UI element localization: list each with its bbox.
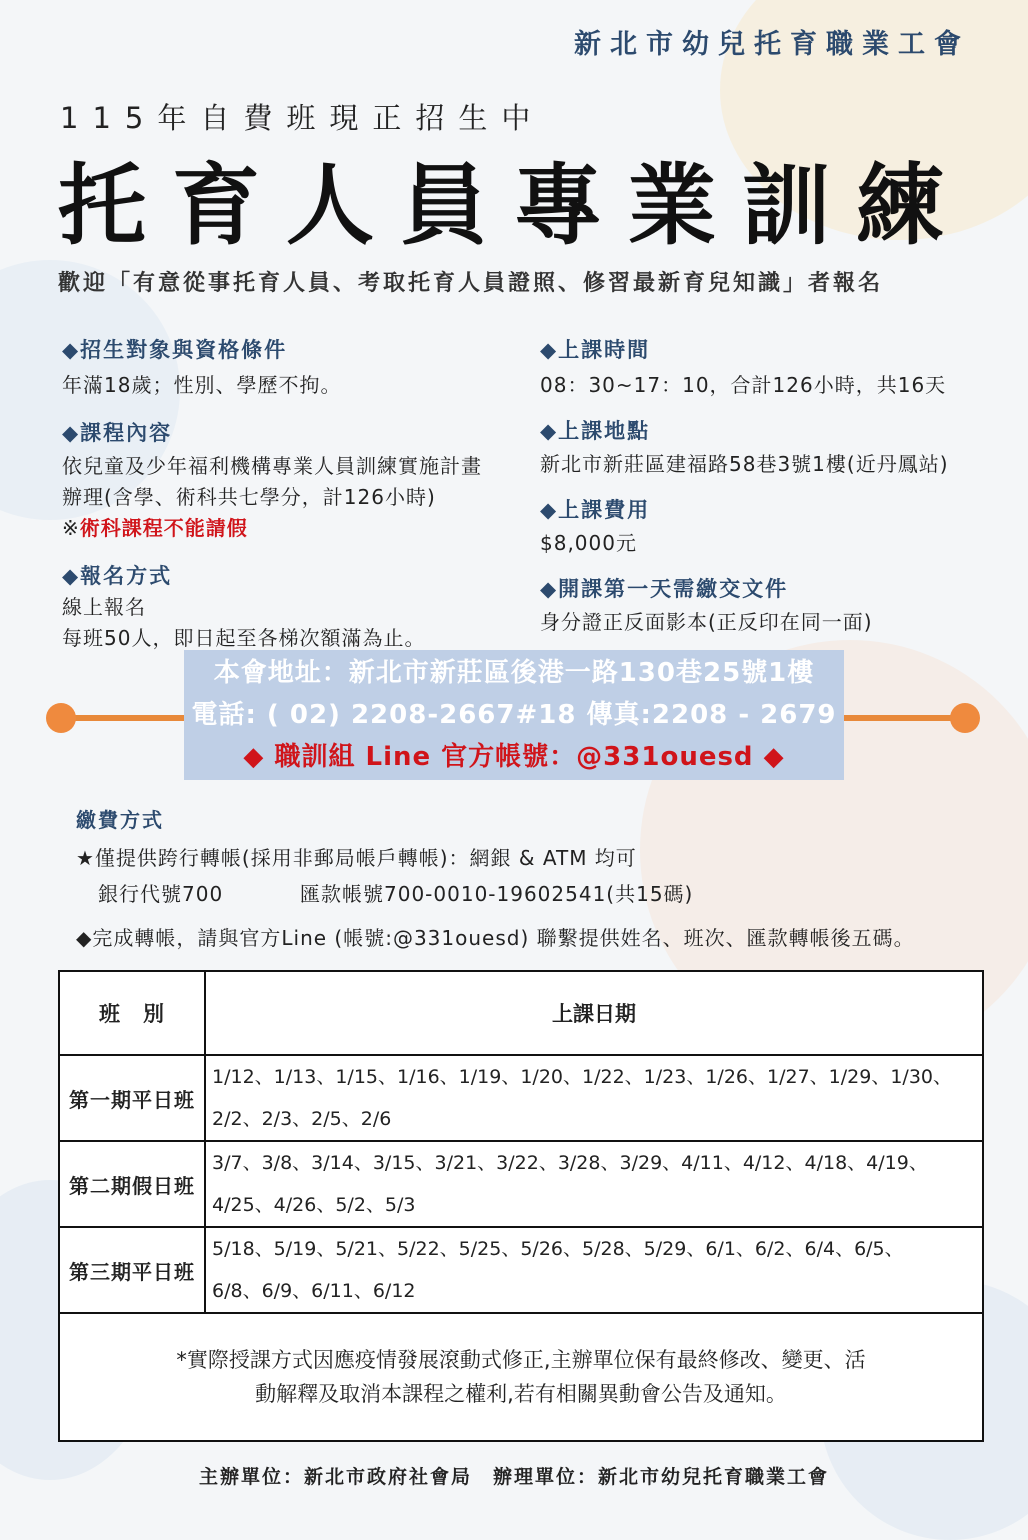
dates-line: 5/18、5/19、5/21、5/22、5/25、5/26、5/28、5/29、6/1、6/2、6/4、6/5、 [212,1238,904,1260]
dates-column-header: 上課日期 [205,971,983,1055]
payment-instruction: ◆完成轉帳，請與官方Line (帳號:@331ouesd) 聯繫提供姓名、班次、匯款轉帳後五碼。 [76,926,915,950]
documents-text: 身分證正反面影本(正反印在同一面) [540,610,873,634]
bank-code: 銀行代號700 [98,882,224,906]
class-dates [205,1055,983,1141]
signup-text-2: 每班50人，即日起至各梯次額滿為止。 [62,626,426,650]
dates-line: 4/25、4/26、5/2、5/3 [212,1194,416,1216]
organizer-footer: 主辦單位：新北市政府社會局 辦理單位：新北市幼兒托育職業工會 [198,1466,829,1488]
payment-method: ★僅提供跨行轉帳(採用非郵局帳戶轉帳)：網銀 & ATM 均可 [76,846,637,870]
dates-line: 6/8、6/9、6/11、6/12 [212,1280,416,1302]
course-heading: ◆課程內容 [62,421,173,445]
time-heading: ◆上課時間 [540,338,651,362]
signup-text-1: 線上報名 [62,595,146,619]
enrollment-subtitle: 115年自費班現正招生中 [60,101,545,135]
payment-heading: 繳費方式 [76,808,164,832]
table-row [59,1141,983,1227]
rattle-bar-right [843,715,963,721]
dates-line: 3/7、3/8、3/14、3/15、3/21、3/22、3/28、3/29、4/11、4/12、4/18、4/19、 [212,1152,928,1174]
documents-heading: ◆開課第一天需繳交文件 [540,577,789,601]
place-text: 新北市新莊區建福路58巷3號1樓(近丹鳳站) [540,452,949,476]
note-mark: ※ [62,516,80,540]
schedule-table [58,970,984,1442]
page-title: 托育人員專業訓練 [58,153,971,257]
dates-line: 2/2、2/3、2/5、2/6 [212,1108,392,1130]
line-official-account: ◆ 職訓組 Line 官方帳號：@331ouesd ◆ [243,742,785,772]
rattle-ball-left [46,703,76,733]
disclaimer-note [59,1313,983,1441]
class-column-header: 班 別 [59,971,205,1055]
left-column [62,334,532,654]
class-dates [205,1227,983,1313]
class-dates [205,1141,983,1227]
course-note [62,513,532,544]
right-column [540,334,990,638]
eligibility-text: 年滿18歲；性別、學歷不拘。 [62,373,342,397]
disclaimer-line: *實際授課方式因應疫情發展滾動式修正,主辦單位保有最終修改、變更、活 [176,1348,866,1372]
place-heading: ◆上課地點 [540,419,651,443]
no-leave-warning: 術科課程不能請假 [79,516,248,540]
dates-line: 1/12、1/13、1/15、1/16、1/19、1/20、1/22、1/23、1/26、1/27、1/29、1/30、 [212,1066,952,1088]
fee-text: $8,000元 [540,531,637,555]
disclaimer-line: 動解釋及取消本課程之權利,若有相關異動會公告及通知。 [255,1382,787,1406]
eligibility-heading: ◆招生對象與資格條件 [62,338,288,362]
time-text: 08：30~17：10，合計126小時，共16天 [540,373,947,397]
phone-fax-text: 電話: ( 02) 2208-2667#18 傳真:2208 - 2679 [191,700,837,730]
table-note-row [59,1313,983,1441]
table-header-row [59,971,983,1055]
course-text-2: 辦理(含學、術科共七學分，計126小時) [62,485,436,509]
welcome-text: 歡迎「有意從事托育人員、考取托育人員證照、修習最新育兒知識」者報名 [58,271,884,296]
class-name: 第二期假日班 [59,1141,205,1227]
union-name: 新北市幼兒托育職業工會 [574,29,970,60]
class-name: 第一期平日班 [59,1055,205,1141]
class-name: 第三期平日班 [59,1227,205,1313]
account-number: 匯款帳號700-0010-19602541(共15碼) [300,882,694,906]
rattle-bar-left [60,715,186,721]
rattle-ball-right [950,703,980,733]
fee-heading: ◆上課費用 [540,498,651,522]
address-text: 本會地址：新北市新莊區後港一路130巷25號1樓 [213,658,815,688]
table-row [59,1227,983,1313]
contact-box [184,650,844,780]
signup-heading: ◆報名方式 [62,564,173,588]
table-row [59,1055,983,1141]
course-text-1: 依兒童及少年福利機構專業人員訓練實施計畫 [62,454,482,478]
